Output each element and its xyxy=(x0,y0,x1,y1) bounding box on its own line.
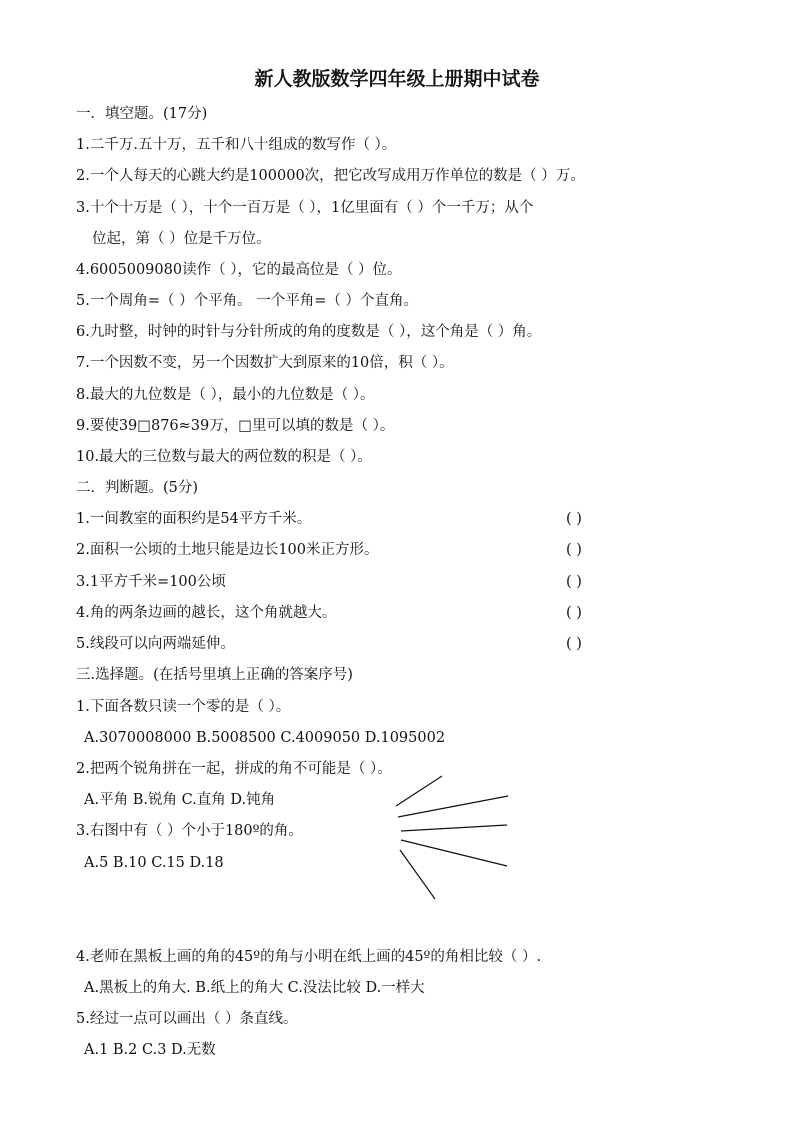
answer-bracket: ( ) xyxy=(566,511,582,527)
question-2-5: 5.线段可以向两端延伸。 xyxy=(76,636,235,652)
question-1-3: 3.十个十万是（ ），十个一百万是（ ），1亿里面有（ ）个一千万；从个 xyxy=(76,200,534,216)
ray-line xyxy=(398,796,508,817)
options-3-4: A.黑板上的角大. B.纸上的角大 C.没法比较 D.一样大 xyxy=(84,980,425,996)
options-3-1: A.3070008000 B.5008500 C.4009050 D.1095002 xyxy=(84,730,446,746)
question-2-1: 1.一间教室的面积约是54平方千米。 xyxy=(76,511,312,527)
question-1-6: 6.九时整，时钟的时针与分针所成的角的度数是（ ），这个角是（ ）角。 xyxy=(76,324,542,340)
ray-line xyxy=(396,776,442,806)
question-1-9: 9.要使39□876≈39万，□里可以填的数是（ ）。 xyxy=(76,418,395,434)
question-1-8: 8.最大的九位数是（ ），最小的九位数是（ ）。 xyxy=(76,387,375,403)
question-2-3: 3.1平方千米=100公顷 xyxy=(76,574,226,590)
question-2-4: 4.角的两条边画的越长，这个角就越大。 xyxy=(76,605,337,621)
options-3-2: A.平角 B.锐角 C.直角 D.钝角 xyxy=(84,792,276,808)
ray-line xyxy=(401,825,507,831)
answer-bracket: ( ) xyxy=(566,605,582,621)
question-3-3: 3.右图中有（ ）个小于180º的角。 xyxy=(76,823,303,839)
question-1-2: 2.一个人每天的心跳大约是100000次，把它改写成用万作单位的数是（ ）万。 xyxy=(76,168,585,184)
question-1-4: 4.6005009080读作（ ），它的最高位是（ ）位。 xyxy=(76,262,402,278)
question-3-1: 1.下面各数只读一个零的是（ ）。 xyxy=(76,699,291,715)
section-2-heading: 二．判断题。(5分) xyxy=(76,480,199,496)
answer-bracket: ( ) xyxy=(566,542,582,558)
answer-bracket: ( ) xyxy=(566,636,582,652)
ray-line xyxy=(401,840,507,866)
question-1-10: 10.最大的三位数与最大的两位数的积是（ ）。 xyxy=(76,449,372,465)
angle-rays-figure xyxy=(395,774,515,904)
page-title: 新人教版数学四年级上册期中试卷 xyxy=(254,68,540,90)
section-1-heading: 一．填空题。(17分) xyxy=(76,106,208,122)
question-1-3-cont: 位起，第（ ）位是千万位。 xyxy=(92,231,271,247)
question-3-4: 4.老师在黑板上画的角的45º的角与小明在纸上画的45º的角相比较（ ）. xyxy=(76,949,542,965)
question-1-1: 1.二千万.五十万，五千和八十组成的数写作（ ）。 xyxy=(76,137,397,153)
ray-line xyxy=(400,850,435,899)
answer-bracket: ( ) xyxy=(566,574,582,590)
options-3-3: A.5 B.10 C.15 D.18 xyxy=(84,855,224,871)
options-3-5: A.1 B.2 C.3 D.无数 xyxy=(84,1042,216,1058)
question-3-5: 5.经过一点可以画出（ ）条直线。 xyxy=(76,1011,298,1027)
question-3-2: 2.把两个锐角拼在一起，拼成的角不可能是（ ）。 xyxy=(76,761,392,777)
question-2-2: 2.面积一公顷的土地只能是边长100米正方形。 xyxy=(76,542,379,558)
question-1-7: 7.一个因数不变，另一个因数扩大到原来的10倍，积（ ）。 xyxy=(76,355,454,371)
question-1-5: 5.一个周角=（ ）个平角。 一个平角=（ ）个直角。 xyxy=(76,293,418,309)
section-3-heading: 三.选择题。(在括号里填上正确的答案序号) xyxy=(76,667,353,683)
